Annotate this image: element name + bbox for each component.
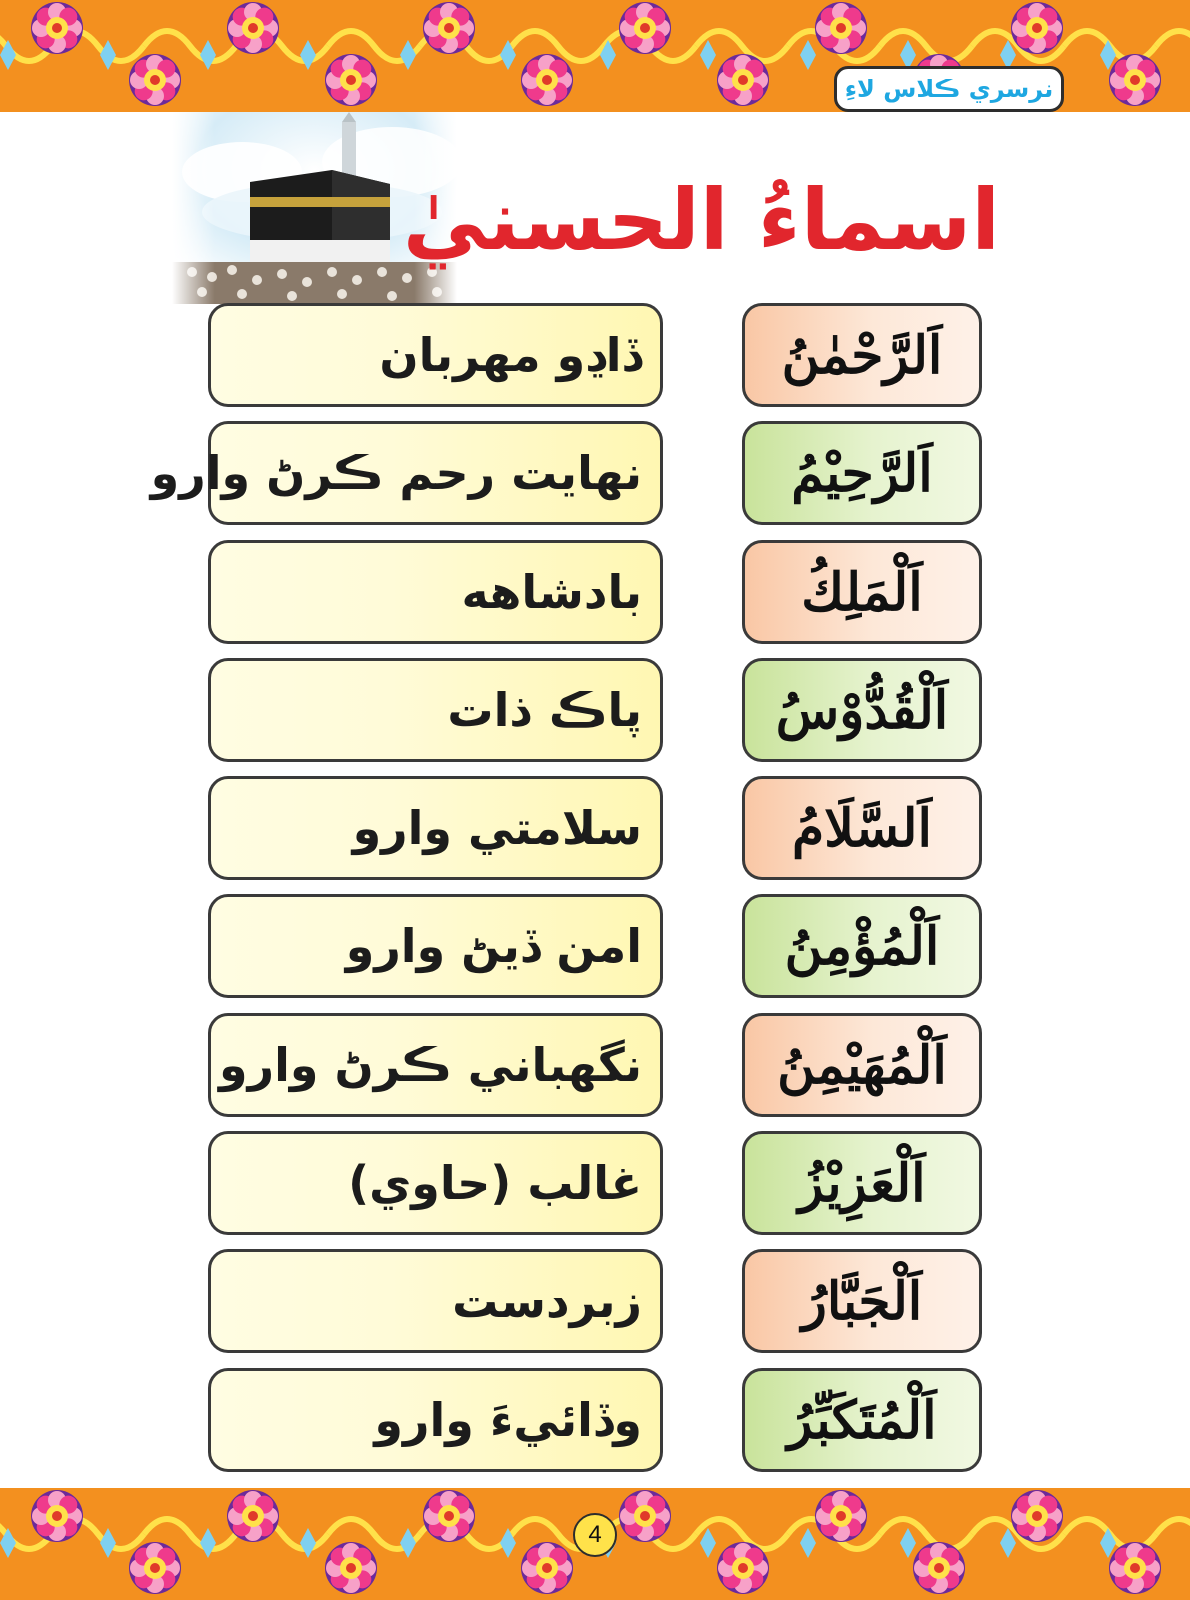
list-item [0, 421, 1190, 525]
meaning-box: پاڪ ذات [208, 658, 663, 762]
meaning-box: نهايت رحم ڪرڻ وارو [208, 421, 663, 525]
list-item [0, 303, 1190, 407]
list-item [0, 540, 1190, 644]
arabic-name-box: اَلْمُهَيْمِنُ [742, 1013, 982, 1117]
meaning-box: امن ڏيڻ وارو [208, 894, 663, 998]
page-number: 4 [573, 1513, 617, 1557]
list-item [0, 658, 1190, 762]
page-title: اسماءُ الحسنيٰ [402, 171, 1000, 269]
arabic-name-box: اَلسَّلَامُ [742, 776, 982, 880]
list-item [0, 1368, 1190, 1472]
arabic-name-box: اَلرَّحِيْمُ [742, 421, 982, 525]
meaning-box: زبردست [208, 1249, 663, 1353]
list-item [0, 1013, 1190, 1117]
list-item [0, 1249, 1190, 1353]
meaning-box: بادشاهه [208, 540, 663, 644]
arabic-name-box: اَلْمَلِكُ [742, 540, 982, 644]
arabic-name-box: اَلرَّحْمٰنُ [742, 303, 982, 407]
arabic-name-box: اَلْجَبَّارُ [742, 1249, 982, 1353]
list-item [0, 894, 1190, 998]
meaning-box: غالب (حاوي) [208, 1131, 663, 1235]
arabic-name-box: اَلْقُدُّوْسُ [742, 658, 982, 762]
meaning-box: نگهباني ڪرڻ وارو [208, 1013, 663, 1117]
arabic-name-box: اَلْعَزِيْزُ [742, 1131, 982, 1235]
arabic-name-box: اَلْمُتَكَبِّرُ [742, 1368, 982, 1472]
list-item [0, 776, 1190, 880]
meaning-box: وڏائيءَ وارو [208, 1368, 663, 1472]
meaning-box: ڏاڍو مهربان [208, 303, 663, 407]
list-item [0, 1131, 1190, 1235]
class-label: نرسري ڪلاس لاءِ [844, 75, 1054, 103]
class-badge [834, 66, 1064, 112]
arabic-name-box: اَلْمُؤْمِنُ [742, 894, 982, 998]
meaning-box: سلامتي وارو [208, 776, 663, 880]
